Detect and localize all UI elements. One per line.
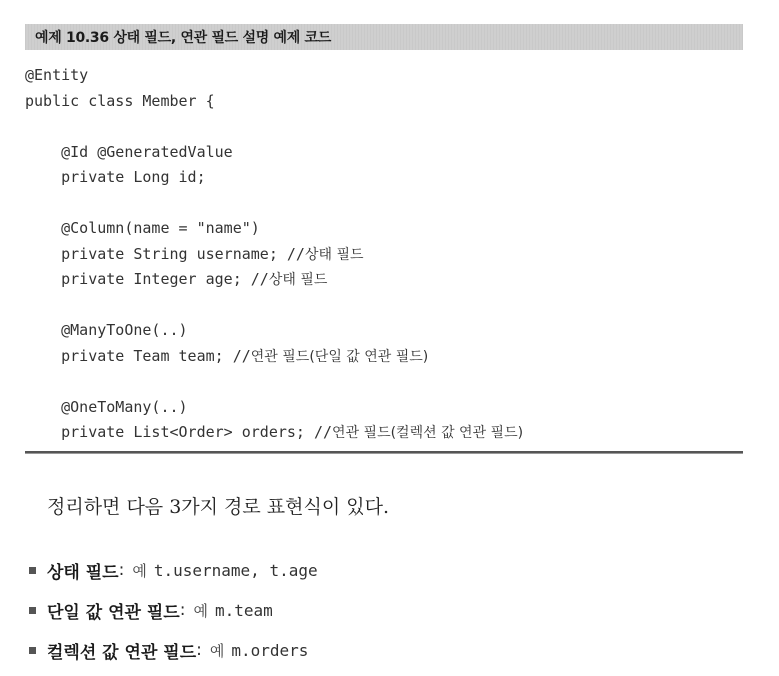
list-item-term: 컬렉션 값 연관 필드 xyxy=(47,642,197,663)
list-item xyxy=(25,630,318,670)
code-text: private Long id; xyxy=(25,168,206,186)
example-label: 예 xyxy=(132,561,147,580)
code-block-divider xyxy=(25,451,743,454)
list-item xyxy=(25,550,318,590)
list-item-term: 단일 값 연관 필드 xyxy=(47,602,180,623)
colon: : xyxy=(196,640,202,660)
code-text: @ManyToOne(..) xyxy=(25,321,188,339)
code-line xyxy=(25,369,743,395)
code-line xyxy=(25,191,743,217)
list-item xyxy=(25,590,318,630)
code-caption: 예제 10.36 상태 필드, 연관 필드 설명 예제 코드 xyxy=(35,30,331,46)
code-line xyxy=(25,165,743,191)
code-line xyxy=(25,140,743,166)
code-comment: 상태 필드 xyxy=(304,246,364,263)
code-block xyxy=(25,63,743,446)
code-caption-bar xyxy=(25,24,743,50)
code-comment: 연관 필드(단일 값 연관 필드) xyxy=(250,348,429,365)
code-line xyxy=(25,114,743,140)
code-text: private String username; // xyxy=(25,244,305,263)
code-text: @OneToMany(..) xyxy=(25,397,188,416)
code-line xyxy=(25,344,743,370)
list-item-example: t.username, t.age xyxy=(153,560,318,580)
code-text: private Team team; // xyxy=(25,346,251,365)
example-label: 예 xyxy=(209,641,225,660)
example-label: 예 xyxy=(193,601,208,620)
code-text: private Integer age; // xyxy=(25,270,269,288)
colon: : xyxy=(179,600,186,620)
code-text: @Entity xyxy=(25,66,89,84)
summary-paragraph: 정리하면 다음 3가지 경로 표현식이 있다. xyxy=(47,496,389,518)
code-line xyxy=(25,395,743,421)
code-text: @Column(name = "name") xyxy=(25,219,260,237)
code-comment: 상태 필드 xyxy=(268,272,328,288)
code-line xyxy=(25,420,743,446)
list-item-term: 상태 필드 xyxy=(47,562,119,583)
square-bullet-icon xyxy=(29,647,36,654)
colon: : xyxy=(118,560,125,580)
code-comment: 연관 필드(컬렉션 값 연관 필드) xyxy=(332,425,524,441)
code-line xyxy=(25,63,743,89)
code-line xyxy=(25,267,743,293)
list-item-example: m.orders xyxy=(231,640,309,660)
code-line xyxy=(25,293,743,319)
path-expression-list xyxy=(25,550,318,670)
square-bullet-icon xyxy=(29,567,36,574)
square-bullet-icon xyxy=(29,607,36,614)
code-line xyxy=(25,318,743,344)
code-text: private List<Order> orders; // xyxy=(25,423,333,441)
code-line xyxy=(25,216,743,242)
code-text: @Id @GeneratedValue xyxy=(25,142,233,161)
list-item-example: m.team xyxy=(214,600,273,620)
code-line xyxy=(25,242,743,268)
code-line xyxy=(25,89,743,115)
code-text: public class Member { xyxy=(25,91,215,110)
